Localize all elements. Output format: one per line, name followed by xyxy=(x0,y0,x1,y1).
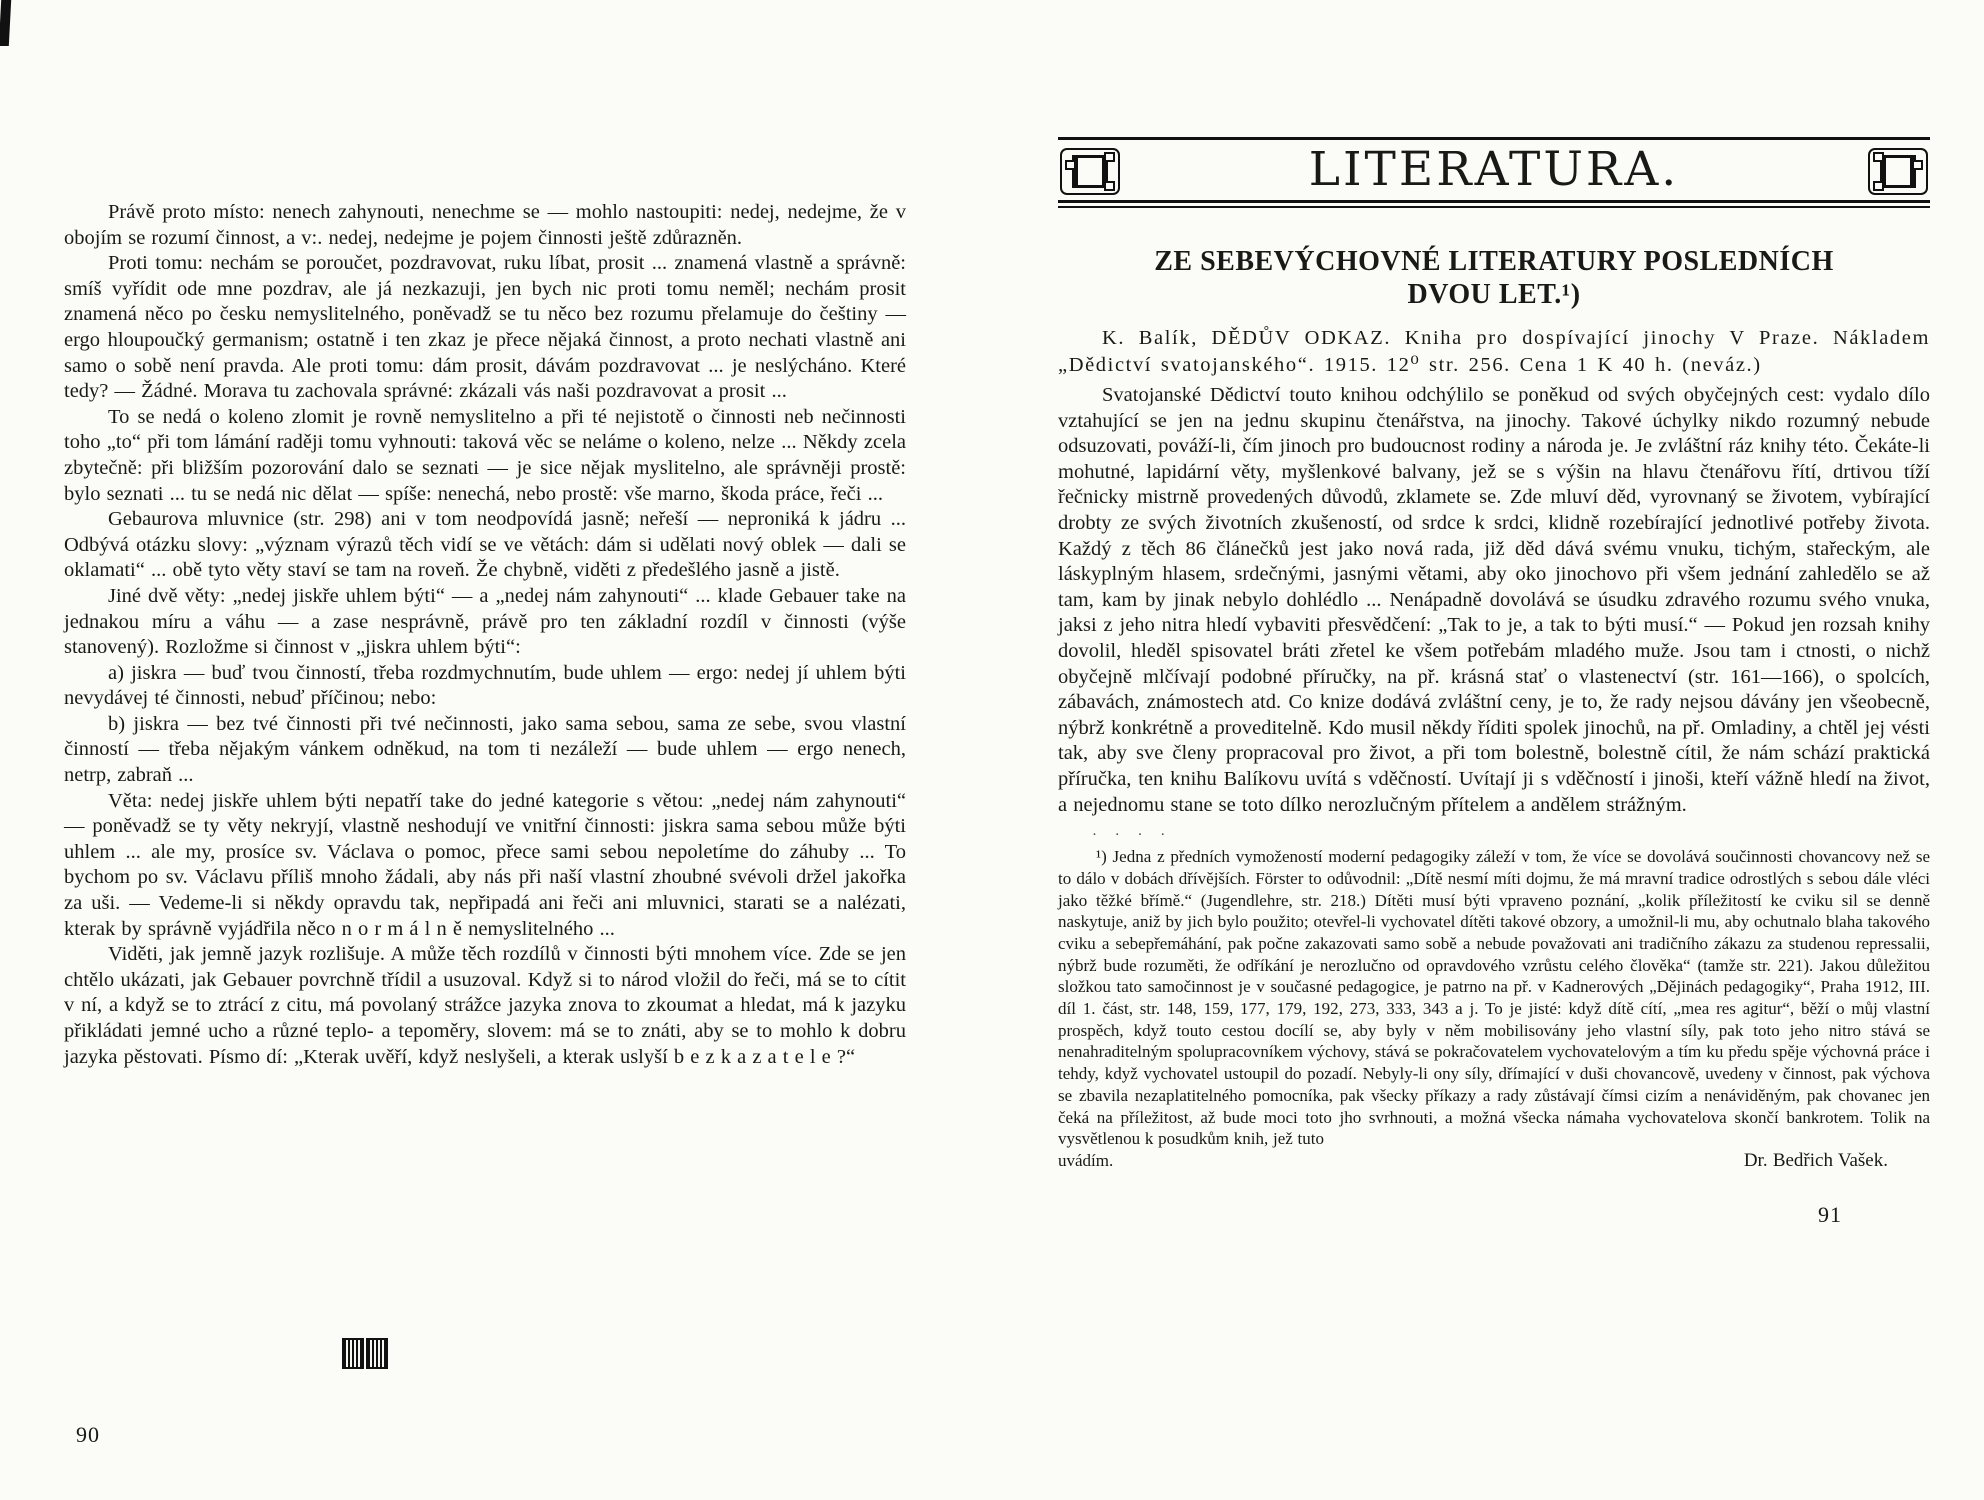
footnote xyxy=(1058,846,1930,1172)
article-title-line2: DVOU LET.¹) xyxy=(1407,279,1581,310)
paragraph: To se nedá o koleno zlomit je rovně nemyslitelno a při té nejistotě o činnosti neb nečinnosti toho „to“ při tom lámání raději tomu vyhnouti: taková věc se neláme o koleno, nelze ... Někdy zcela zbytečně: při bližším pozorování dalo se seznati — je sice nějak myslitelno, ale správněji prostě: bylo seznati ... tu se nedá nic dělat — spíše: nenechá, nebo prostě: vše marno, škoda práce, řeči ... xyxy=(64,405,906,505)
bibliography-entry: K. Balík, DĚDŮV ODKAZ. Kniha pro dospívající jinochy V Praze. Nákladem „Dědictví svatojanského“. 1915. 12⁰ str. 256. Cena 1 K 40 h. (neváz.) xyxy=(1058,327,1930,376)
paragraph: a) jiskra — buď tvou činností, třeba rozdmychnutím, bude uhlem — ergo: nedej jí uhlem býti nevydávej té činnosti, nebuď příčinou; nebo: xyxy=(64,661,906,710)
ornament-block xyxy=(342,1338,364,1369)
section-header xyxy=(1058,137,1930,209)
paragraph: Věta: nedej jiskře uhlem býti nepatří take do jedné kategorie s větou: „nedej nám zahynouti“ — poněvadž se ty věty nekryjí, vlastně neshodují ve vnitřní činnosti: jiskra sama sebou může býti uhlem ... ale my, prosíce sv. Václava o pomoc, přece sami sebou nepoletíme do záhuby ... To bychom po sv. Václavu příliš mnoho žádali, aby nás při naší vlastní zhoubné svévoli držel jakořka za uši. — Vedeme-li si někdy opravdu tak, nepřipadá ani řeči ani mluvnici, starati se a nalézati, kterak by správně vyjádřila něco n o r m á l n ě nemyslitelného ... xyxy=(64,789,906,940)
section-title: LITERATURA. xyxy=(1308,142,1680,197)
footnote-last-word: uvádím. xyxy=(1058,1150,1114,1170)
paragraph: Právě proto místo: nenech zahynouti, nenechme se — mohlo nastoupiti: nedej, nedejme, že v obojím se rozumí činnost, a v:. nedej, nedejme je pojem činnosti ještě zdůrazněn. xyxy=(64,201,906,249)
review-body xyxy=(1058,383,1930,818)
left-page-text-column xyxy=(64,200,906,1070)
header-ornament-right-icon xyxy=(1868,148,1928,195)
paragraph: Proti tomu: nechám se poroučet, pozdravovat, ruku líbat, prosit ... znamená vlastně a správně: smíš vyřídit ode mne pozdrav, ale já nezkazuji, jen bych nic proti tomu neměl; nechám prosit znamená něco po česku nemyslitelného, poněvadž se tu něco bez rozumu přelamuje do češtiny — ergo hloupoučký germanism; ostatně i ten zkaz je přece nějaká činnost, a proto nechati vlastně ani samo o sobě není pravda. Ale proti tomu: dám prosit, dávám pozdravovat ... je neslýcháno. Které tedy? — Žádné. Morava tu zachovala správné: zkázali vás naši pozdravovat a prosit ... xyxy=(64,252,906,403)
paragraph: b) jiskra — bez tvé činnosti při tvé nečinnosti, jako sama sebou, sama ze sebe, svou vlastní činností — třeba nějakým vánkem odněkud, na tom ti nezáleží — bude uhlem — ergo nenech, netrp, zabraň ... xyxy=(64,712,906,787)
ornament-inner xyxy=(1880,155,1916,188)
page-number-left: 90 xyxy=(76,1422,100,1447)
review-paragraph: Svatojanské Dědictví touto knihou odchýlilo se poněkud od svých obyčejných cest: vydalo dílo vztahující se jen na jednu skupinu čtenářstva, na jinochy. Takové úchylky nikdo rozumný nebude odsuzovati, pováží-li, čím jinoch pro budoucnost rodiny a národa je. Je zvláštní ráz knihy této. Čekáte-li mohutné, lapidární věty, myšlenkové balvany, jež se s výšin na hlavu čtenářovu řítí, drtivou tíží řečnicky mistrně provedených důvodů, zklamete se. Zde mluví děd, vyrovnaný se životem, vybírající drobty ze svých životních zkušeností, od srdce k srdci, klidně rozebírající jednotlivé potřeby života. Každý z těch 86 článečků jest jako nová rada, již děd dává svému vnuku, tichým, stařeckým, ale láskyplným hlasem, srdečnými, jasnými větami, aby oko jinochovo při všem jednání zahledělo se až tam, kam by jinak nebylo dohlédlo ... Nenápadně dovolává se úsudku zdravého rozumu svého vnuka, jaksi z jeho nitra hledí vybaviti přesvědčení: „Tak to je, a tak to býti musí.“ — Pokud jen rozsah knihy dovolil, hleděl spisovatel bráti zřetel ke všem potřebám mladého muže. Jsou tam i ctnosti, o nichž obyčejně mlčívají podobné příručky, na př. krásná stať o vlastenectví (str. 161—166), o spolcích, zábavách, známostech atd. Co knize dodává zvláštní ceny, je to, že rady nejsou dávány jen všeobecně, nýbrž konkrétně a proveditelně. Kdo musil někdy říditi spolek jinochů, na př. Omladiny, a chtěl jej vésti tak, aby sve členy propracoval pro život, a při tom bolestně, bolestně cítil, že nám schází praktická příručka, ten knihu Balíkovu uvítá s vděčností. Uvítají ji s vděčností i jinoši, kteří vážně hledí na život, a nejednomu stane se toto dílko nerozlučným přítelem a andělem strážným. xyxy=(1058,384,1930,816)
end-of-article-ornament-icon xyxy=(342,1338,388,1369)
paragraph: Jiné dvě věty: „nedej jiskře uhlem býti“ — a „nedej nám zahynouti“ ... klade Gebauer take na jednakou míru a váhu — a zase nesprávně, právě pro ten základní rozdíl v činnosti (výše stanovený). Rozložme si činnost v „jiskra uhlem býti“: xyxy=(64,584,906,659)
scan-edge-artifact xyxy=(0,0,11,46)
footnote-separator: · · · · xyxy=(1092,827,1173,844)
header-rule-top xyxy=(1058,137,1930,140)
page-number-right: 91 xyxy=(1818,1201,1842,1227)
footnote-last-line xyxy=(1058,1150,1930,1172)
right-page xyxy=(1058,0,1930,1228)
ornament-block xyxy=(366,1338,388,1369)
article-title-line1: ZE SEBEVÝCHOVNÉ LITERATURY POSLEDNÍCH xyxy=(1154,246,1834,277)
footnote-text: ¹) Jedna z předních vymožeností moderní pedagogiky záleží v tom, že více se dovolává součinnosti chovancovy než se to dálo v dobách dřívějších. Förster to odůvodnil: „Dítě nesmí míti dojmu, že má mravní tradice odrostlých s sebou dále vléci jako těžké břímě.“ (Jugendlehre, str. 218.) Dítěti musí býti vpraveno poznání, „kolik příležitostí ke cviku sil se denně naskytuje, aniž by jich bylo použito; otevřel-li vychovatel dítěti takové obzory, a umožnil-li mu, aby ochutnalo blaha takového cviku a sebepřemáhání, pak počne zakazovati samo sobě a nebude považovati ani tradičního zákazu za studenou repressalii, nýbrž bude rozuměti, že odříkání je nerozlučno od opravdového vzrůstu celého člověka“ (tamže str. 221). Jakou důležitou složkou tato samočinnost je v současné pedagogice, je patrno na př. v Kadnerových „Dějinách pedagogiky“, Praha 1912, III. díl 1. část, str. 148, 159, 177, 179, 192, 273, 333, 343 a j. To je jisté: když dítě cítí, „mea res agitur“, běží o můj vlastní prospěch, když touto cestou docílí se, aby byly v něm mobilisovány jeho vlastní síly, pak toto jeho nitro stává se nenahraditelným spolupracovníkem výchovy, stává se pokračovatelem vychovatelovým a tím ku předu spěje výchovná práce i tehdy, když vychovatel ustoupil do pozadí. Nebyly-li ony síly, dřímající v duši chovancově, uvedeny v činnost, pak výchova se zbavila nezaplatitelného pomocníka, pak všecky příkazy a rady zůstávají čímsi cizím a nenáviděným, pak chovanec jen čeká na příležitost, až bude moci toto jho svrhnouti, a možná všecka námaha vychovatelova skončí bankrotem. Tolik na vysvětlenou k posudkům knih, jež tuto xyxy=(1058,847,1930,1149)
paragraph: Gebaurova mluvnice (str. 298) ani v tom neodpovídá jasně; neřeší — neproniká k jádru ... Odbývá otázku slovy: „význam výrazů těch vidí se ve větách: dám si udělati nový oblek — dali se oklamati“ ... obě tyto věty staví se tam na roveň. Že chybně, viděti z předešlého jasně a jistě. xyxy=(64,508,906,582)
article-title xyxy=(1088,245,1900,311)
paragraph: Viděti, jak jemně jazyk rozlišuje. A může těch rozdílů v činnosti býti mnohem více. Zde se jen chtělo ukázati, jak Gebauer povrchně třídil a usuzoval. Když si to národ vložil do řeči, má se to cítit v ní, a když se to ztrácí z citu, má povolaný strážce jazyka znova to zkoumat a hledat, má k jazyku přikládati jemné ucho a různé teplo- a tepoměry, slovem: má se to znáti, aby se to mohlo k dobru jazyka pěstovati. Písmo dí: „Kterak uvěří, když neslyšeli, a kterak uslyší b e z k a z a t e l e ?“ xyxy=(64,943,906,1068)
author-signature: Dr. Bedřich Vašek. xyxy=(1743,1149,1888,1171)
header-rule-bottom xyxy=(1058,200,1930,208)
